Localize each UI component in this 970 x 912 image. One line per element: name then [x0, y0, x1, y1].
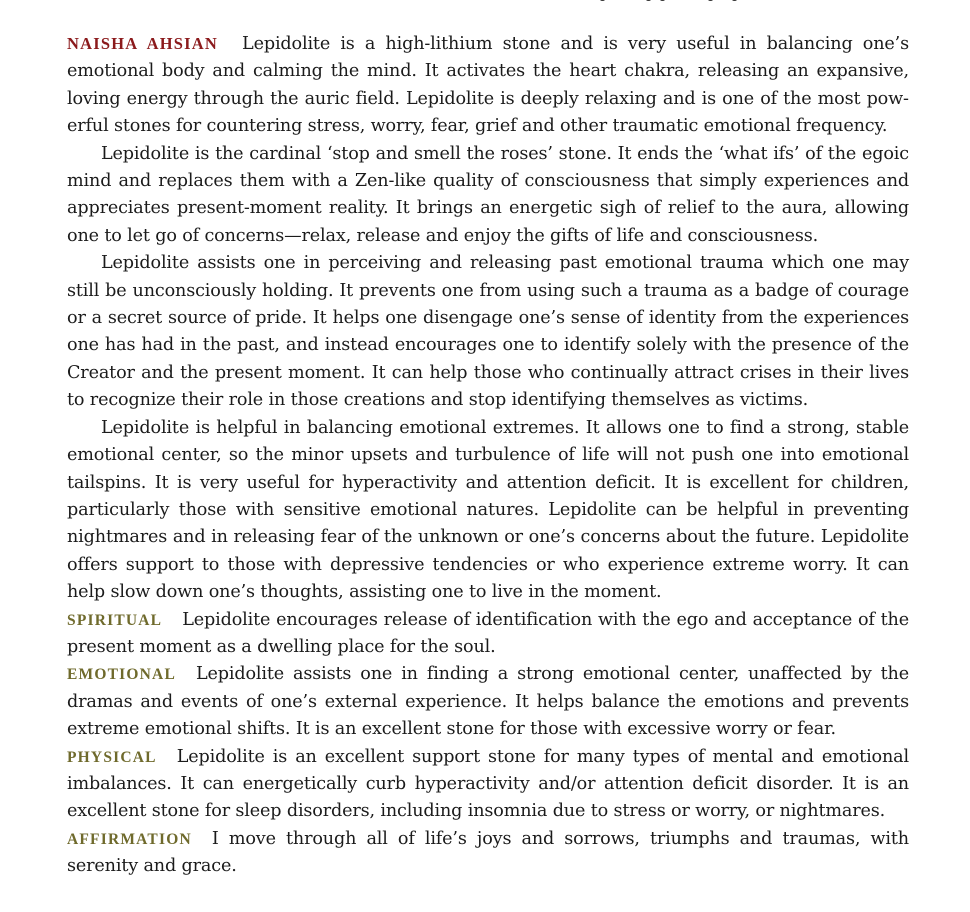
author-paragraph-2: Lepidolite is the cardinal ‘stop and smell the roses’ stone. It ends the ‘what ifs’ of the egoic mind and replaces them with a Zen-like quality of consciousness that simply experiences and appreciates present-moment reality. It brings an energetic sigh of relief to the aura, allowing one to let go of concerns—relax, release and enjoy the gifts of life and consciousness. [67, 143, 909, 246]
spiritual-section [67, 607, 909, 662]
spiritual-text: Lepidolite encourages release of identification with the ego and acceptance of the present moment as a dwelling place for the soul. [67, 609, 909, 657]
book-page [67, 30, 909, 881]
author-label: NAISHA AHSIAN [67, 34, 219, 53]
physical-label: PHYSICAL [67, 748, 157, 766]
spiritual-label: SPIRITUAL [67, 611, 163, 629]
physical-section [67, 744, 909, 826]
affirmation-label: AFFIRMATION [67, 830, 192, 848]
affirmation-section [67, 826, 909, 881]
affirmation-text: I move through all of life’s joys and sorrows, triumphs and traumas, with serenity and grace. [67, 828, 909, 877]
author-paragraph-3: Lepidolite assists one in perceiving and releasing past emotional trauma which one may still be unconsciously holding. It prevents one from using such a trauma as a badge of courage or a secret source of pride. It helps one disengage one’s sense of identity from the experiences one has had in the past, and instead encourages one to identify solely with the presence of the Creator and the present moment. It can help those who continually attract crises in their lives to recognize their role in those creations and stop identifying themselves as victims. [67, 253, 909, 411]
author-paragraph-4: Lepidolite is helpful in balancing emotional extremes. It allows one to find a strong, stable emotional center, so the minor upsets and turbulence of life will not push one into emotional tailspins. It is very useful for hyperactivity and attention deficit. It is excellent for children, particularly those with sensitive emotional natures. Lepidolite can be helpful in preventing nightmares and in releasing fear of the unknown or one’s concerns about the future. Lepidolite offers support to those with depressive tendencies or who experience extreme worry. It can help slow down one’s thoughts, assisting one to live in the moment. [67, 417, 909, 603]
author-paragraph-1 [67, 30, 909, 141]
author-paragraph-1-text: Lepidolite is a high-lithium stone and is very useful in balancing one’s emotional body and calming the mind. It activates the heart chakra, releasing an expansive, loving energy through the auric field. Lepidolite is deeply relaxing and is one of the most powerful stones for countering stress, worry, fear, grief and other traumatic emotional frequency. [67, 34, 909, 137]
emotional-text: Lepidolite assists one in finding a strong emotional center, unaffected by the dramas and events of one’s external experience. It helps balance the emotions and prevents extreme emotional shifts. It is an excellent stone for those with excessive worry or fear. [67, 664, 909, 740]
physical-text: Lepidolite is an excellent support stone for many types of mental and emotional imbalances. It can energetically curb hyperactivity and/or attention deficit disorder. It is an excellent stone for sleep disorders, including insomnia due to stress or worry, or nightmares. [67, 746, 909, 822]
emotional-section [67, 661, 909, 743]
emotional-label: EMOTIONAL [67, 666, 176, 684]
top-edge-mark [598, 0, 758, 3]
